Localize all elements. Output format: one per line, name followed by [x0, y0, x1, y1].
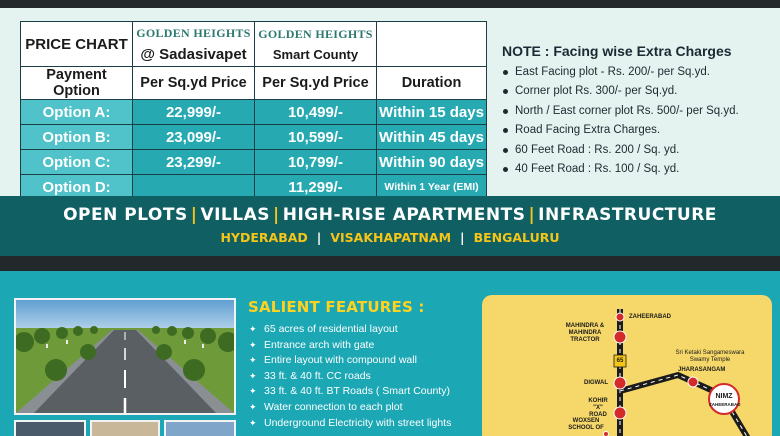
duration-cell: Within 90 days: [377, 150, 487, 175]
tagline-segment: VILLAS: [200, 205, 271, 225]
option-cell: Option B:: [21, 125, 133, 150]
map-label-zaheerabad: ZAHEERABAD: [629, 314, 671, 320]
map-label-nimz: NIMZ: [715, 393, 733, 400]
layout-road-illustration: [16, 300, 234, 413]
city-list: [0, 230, 780, 245]
list-item: ✦ Underground Electricity with street lights: [248, 416, 476, 432]
duration-cell: Within 1 Year (EMI): [377, 175, 487, 200]
duration-cell: Within 15 days: [377, 100, 487, 125]
tagline-separator: |: [190, 205, 198, 225]
features-list: [248, 322, 476, 431]
table-row: [21, 150, 487, 175]
extra-charges-note: [502, 43, 772, 179]
price-panel: [0, 8, 780, 196]
list-item: Road Facing Extra Charges.: [502, 121, 772, 140]
table-row: [21, 125, 487, 150]
project-location: @ Sadasivapet: [140, 45, 247, 63]
offerings-tagline: [0, 205, 780, 225]
duration-cell: Within 45 days: [377, 125, 487, 150]
list-item: ✦ Entire layout with compound wall: [248, 353, 476, 369]
project-name: GOLDEN HEIGHTS: [258, 26, 373, 41]
col-price-smart-county: Per Sq.yd Price: [255, 67, 377, 100]
price-cell: 11,299/-: [255, 175, 377, 200]
option-cell: Option A:: [21, 100, 133, 125]
layout-road-photo: [14, 298, 236, 415]
road-map-graphic: [482, 295, 772, 436]
price-cell: 22,999/-: [133, 100, 255, 125]
price-chart-header-row: [21, 22, 487, 67]
project-name: GOLDEN HEIGHTS: [136, 25, 251, 40]
city-separator: |: [460, 230, 465, 245]
map-label-woxsen: WOXSEN SCHOOL OF: [568, 418, 604, 431]
option-cell: Option C:: [21, 150, 133, 175]
salient-title: SALIENT FEATURES :: [248, 298, 425, 316]
column-header-row: [21, 67, 487, 100]
price-cell: 10,499/-: [255, 100, 377, 125]
dark-divider-band: [0, 256, 780, 271]
city-name: HYDERABAD: [220, 230, 308, 245]
project-sadasivapet-header: [133, 22, 255, 67]
col-payment-option: Payment Option: [21, 67, 133, 100]
list-item: ✦ 33 ft. & 40 ft. BT Roads ( Smart County): [248, 384, 476, 400]
header-blank-cell: [377, 22, 487, 67]
col-price-sadasivapet: Per Sq.yd Price: [133, 67, 255, 100]
list-item: Corner plot Rs. 300/- per Sq.yd.: [502, 82, 772, 101]
price-cell: 23,099/-: [133, 125, 255, 150]
col-duration: Duration: [377, 67, 487, 100]
note-list: [502, 63, 772, 179]
project-location: Smart County: [272, 46, 359, 62]
city-name: VISAKHAPATNAM: [330, 230, 452, 245]
tagline-segment: HIGH-RISE APARTMENTS: [282, 205, 526, 225]
price-cell: 23,299/-: [133, 150, 255, 175]
price-chart-title: PRICE CHART: [21, 22, 133, 67]
map-label-jharasangam: JHARASANGAM: [678, 367, 726, 373]
option-cell: Option D:: [21, 175, 133, 200]
list-item: ✦ Entrance arch with gate: [248, 338, 476, 354]
thumbnail-photo: [90, 420, 160, 436]
city-name: BENGALURU: [473, 230, 560, 245]
project-smart-county-header: [255, 22, 377, 67]
thumbnail-photo: [164, 420, 236, 436]
tagline-separator: |: [528, 205, 536, 225]
map-label-digwal: DIGWAL: [584, 380, 608, 386]
city-separator: |: [316, 230, 322, 245]
top-dark-strip: [0, 0, 780, 8]
map-label-temple: Sri Ketaki Sangameswara Swamy Temple: [675, 350, 745, 363]
price-chart-table: [20, 21, 487, 200]
list-item: East Facing plot - Rs. 200/- per Sq.yd.: [502, 63, 772, 82]
map-label-kohir: KOHIR "X" ROAD: [588, 398, 608, 418]
price-cell: 10,799/-: [255, 150, 377, 175]
list-item: 60 Feet Road : Rs. 200 / Sq. yd.: [502, 141, 772, 160]
note-title: NOTE : Facing wise Extra Charges: [502, 43, 732, 59]
location-map: [482, 295, 772, 436]
list-item: ✦ 33 ft. & 40 ft. CC roads: [248, 369, 476, 385]
tagline-separator: |: [273, 205, 280, 225]
thumbnail-photo: [14, 420, 86, 436]
highway-number: 65: [616, 358, 624, 364]
list-item: North / East corner plot Rs. 500/- per Sq.yd.: [502, 102, 772, 121]
map-label-mahindra: MAHINDRA & MAHINDRA TRACTOR: [565, 323, 605, 343]
list-item: ✦ Water connection to each plot: [248, 400, 476, 416]
tagline-segment: OPEN PLOTS: [63, 205, 188, 225]
tagline-segment: INFRASTRUCTURE: [538, 205, 717, 225]
table-row: [21, 100, 487, 125]
salient-features: [248, 298, 476, 431]
price-cell: 10,599/-: [255, 125, 377, 150]
list-item: 40 Feet Road : Rs. 100 / Sq. yd.: [502, 160, 772, 179]
list-item: ✦ 65 acres of residential layout: [248, 322, 476, 338]
map-label-nimz-sub: ZAHEERABAD: [709, 402, 741, 407]
